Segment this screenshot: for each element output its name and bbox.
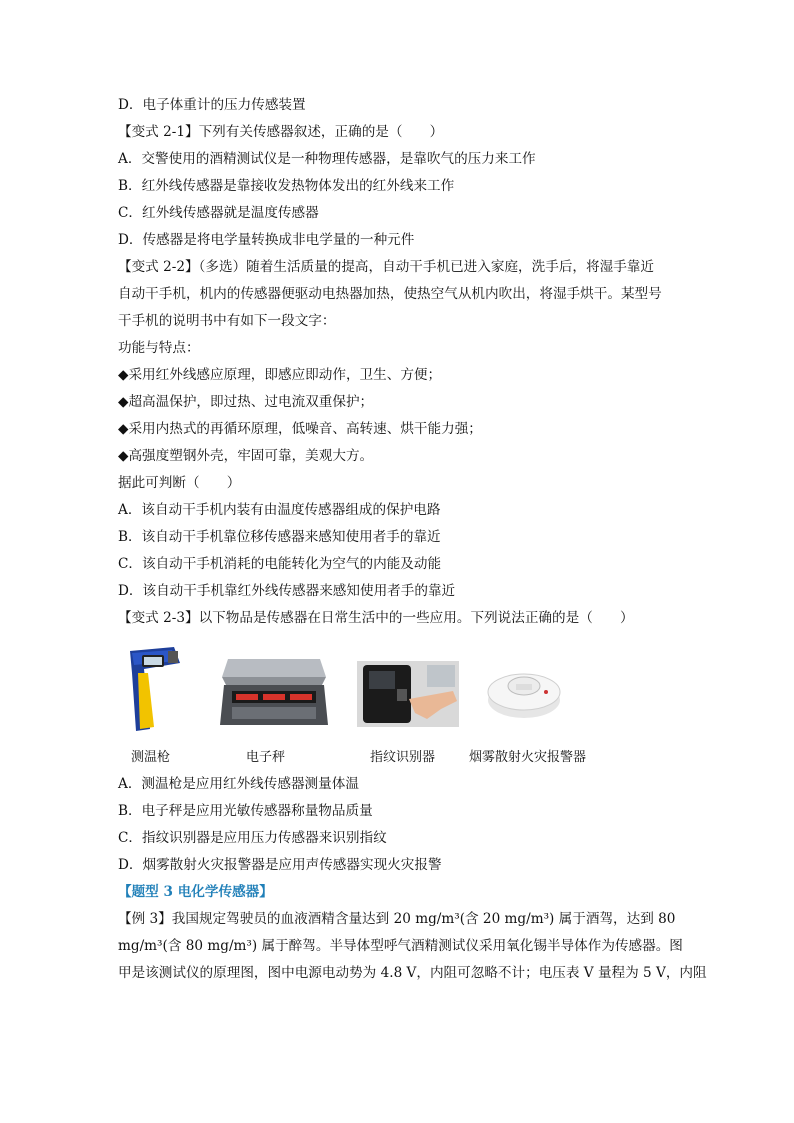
text-line: B．该自动干手机靠位移传感器来感知使用者手的靠近 [118,529,441,545]
text-line: 【变式 2-2】（多选）随着生活质量的提高，自动干手机已进入家庭，洗手后，将湿手靠近 [118,259,654,275]
text-line: 自动干手机，机内的传感器便驱动电热器加热，使热空气从机内吹出，将湿手烘干。某型号 [118,286,662,302]
text-line: mg/m³(含 80 mg/m³) 属于醉驾。半导体型呼气酒精测试仪采用氧化锡半导体作为传感器。图 [118,938,683,954]
thermometer-gun-image [124,643,186,735]
text-line: D．电子体重计的压力传感装置 [118,97,306,113]
section-heading: 【题型 3 电化学传感器】 [118,884,273,900]
image-caption: 测温枪 [131,750,171,765]
text-line: C．指纹识别器是应用压力传感器来识别指纹 [118,830,387,846]
text-line: ◆采用内热式的再循环原理，低噪音、高转速、烘干能力强； [118,421,482,437]
text-line: 据此可判断（ ） [118,475,241,491]
text-line: ◆采用红外线感应原理，即感应即动作，卫生、方便； [118,367,442,383]
text-line: 甲是该测试仪的原理图，图中电源电动势为 4.8 V，内阻可忽略不计；电压表 V 量程为 5 V，内阻 [118,965,707,981]
text-line: A．交警使用的酒精测试仪是一种物理传感器，是靠吹气的压力来工作 [118,151,536,167]
text-line: B．电子秤是应用光敏传感器称量物品质量 [118,803,373,819]
text-line: A．测温枪是应用红外线传感器测量体温 [118,776,359,792]
image-caption: 电子秤 [246,750,286,765]
text-line: D．该自动干手机靠红外线传感器来感知使用者手的靠近 [118,583,456,599]
text-line: 干手机的说明书中有如下一段文字： [118,313,336,329]
image-caption: 烟雾散射火灾报警器 [469,750,587,765]
text-line: A．该自动干手机内装有由温度传感器组成的保护电路 [118,502,441,518]
fingerprint-reader-image [357,661,459,727]
text-line: ◆高强度塑钢外壳，牢固可靠，美观大方。 [118,448,374,464]
text-line: ◆超高温保护，即过热、过电流双重保护； [118,394,374,410]
text-line: C．该自动干手机消耗的电能转化为空气的内能及动能 [118,556,442,572]
text-line: 【例 3】我国规定驾驶员的血液酒精含量达到 20 mg/m³(含 20 mg/m³) 属于酒驾，达到 80 [118,911,676,927]
text-line: 功能与特点： [118,340,200,356]
text-line: D．烟雾散射火灾报警器是应用声传感器实现火灾报警 [118,857,442,873]
text-line: 【变式 2-1】下列有关传感器叙述，正确的是（ ） [118,124,444,140]
smoke-detector-image [486,660,562,724]
text-line: C．红外线传感器就是温度传感器 [118,205,319,221]
text-line: D．传感器是将电学量转换成非电学量的一种元件 [118,232,415,248]
electronic-scale-image [218,655,330,731]
text-line: 【变式 2-3】以下物品是传感器在日常生活中的一些应用。下列说法正确的是（ ） [118,610,634,626]
image-caption: 指纹识别器 [370,750,436,765]
text-line: B．红外线传感器是靠接收发热物体发出的红外线来工作 [118,178,455,194]
